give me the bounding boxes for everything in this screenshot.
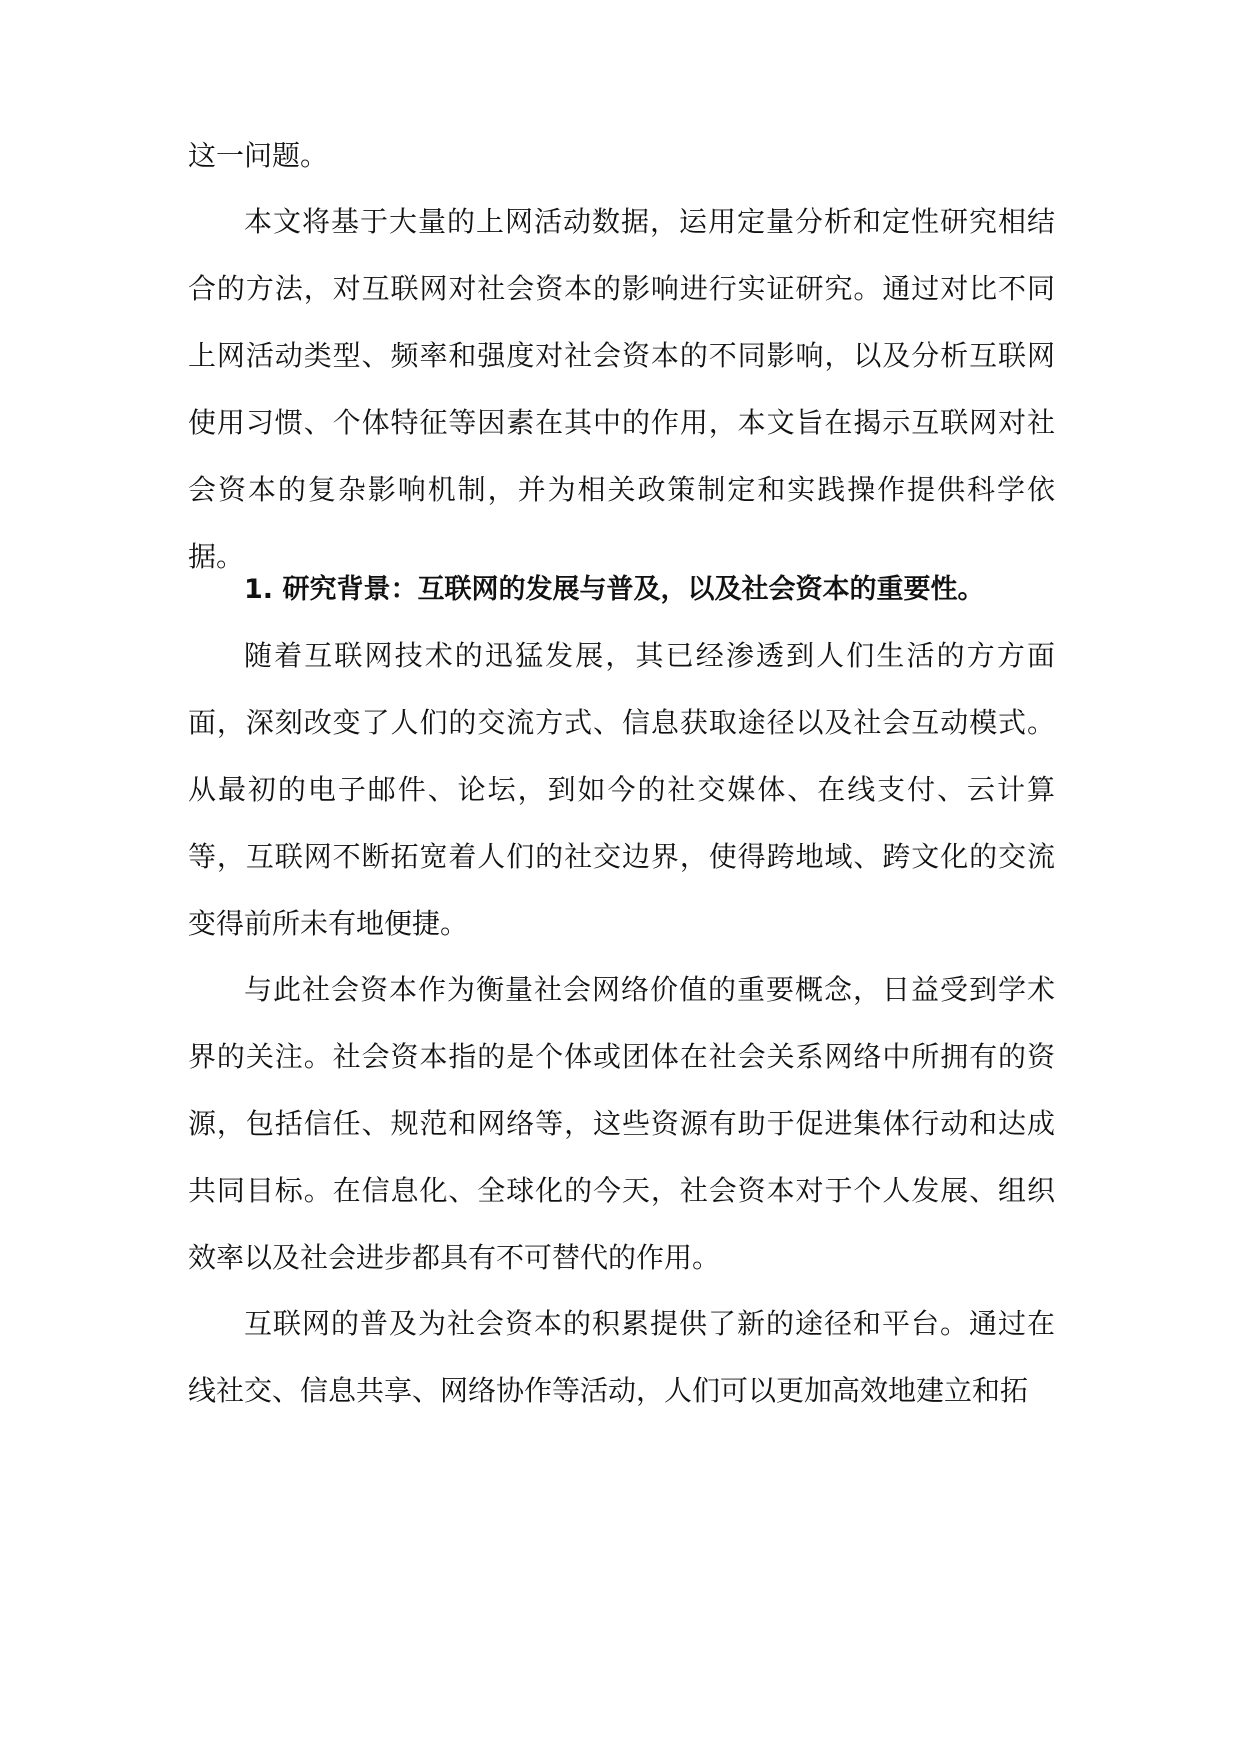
paragraph-social-capital: 与此社会资本作为衡量社会网络价值的重要概念，日益受到学术界的关注。社会资本指的是个体或团体在社会关系网络中所拥有的资源，包括信任、规范和网络等，这些资源有助于促进集体行动和达成共同目标。在信息化、全球化的今天，社会资本对于个人发展、组织效率以及社会进步都具有不可替代的作用。 bbox=[188, 973, 1055, 1274]
paragraph-background: 随着互联网技术的迅猛发展，其已经渗透到人们生活的方方面面，深刻改变了人们的交流方式、信息获取途径以及社会互动模式。从最初的电子邮件、论坛，到如今的社交媒体、在线支付、云计算等，互联网不断拓宽着人们的社交边界，使得跨地域、跨文化的交流变得前所未有地便捷。 bbox=[188, 639, 1055, 940]
paragraph-fragment: 这一问题。 bbox=[188, 139, 329, 172]
section-heading: 1. 研究背景：互联网的发展与普及，以及社会资本的重要性。 bbox=[244, 574, 985, 605]
intro-paragraph: 本文将基于大量的上网活动数据，运用定量分析和定性研究相结合的方法，对互联网对社会资本的影响进行实证研究。通过对比不同上网活动类型、频率和强度对社会资本的不同影响，以及分析互联网使用习惯、个体特征等因素在其中的作用，本文旨在揭示互联网对社会资本的复杂影响机制，并为相关政策制定和实践操作提供科学依据。 bbox=[188, 205, 1055, 573]
paragraph-internet-popularization: 互联网的普及为社会资本的积累提供了新的途径和平台。通过在线社交、信息共享、网络协作等活动，人们可以更加高效地建立和拓 bbox=[188, 1307, 1055, 1407]
